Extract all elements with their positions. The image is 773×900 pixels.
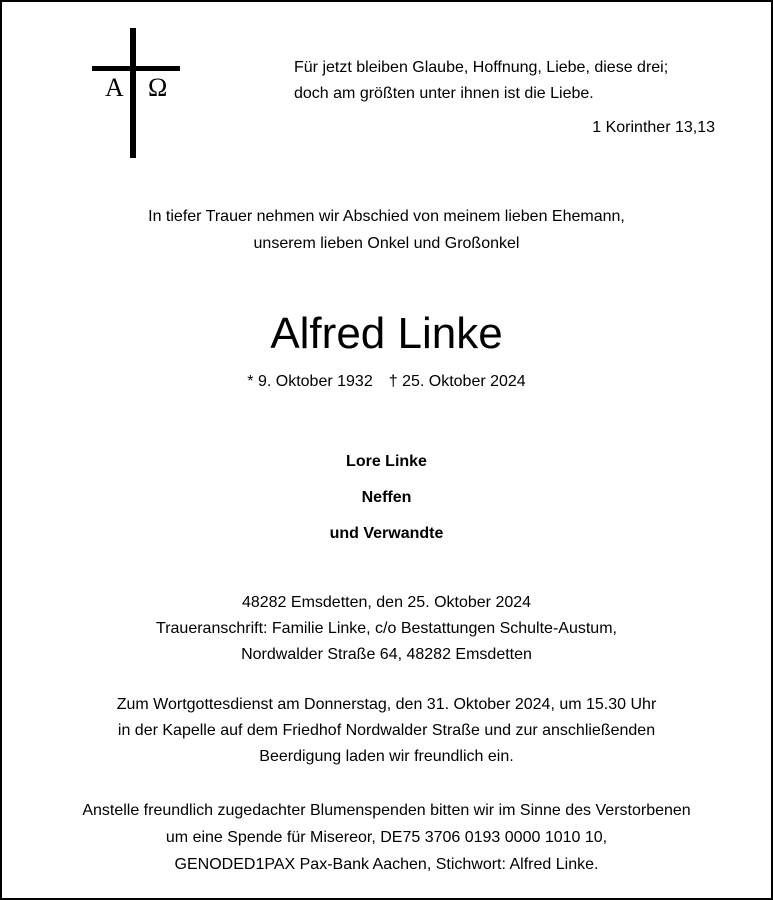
deceased-name: Alfred Linke — [270, 309, 503, 358]
intro-line: In tiefer Trauer nehmen wir Abschied von meinem lieben Ehemann, — [148, 208, 625, 225]
mourner: Lore Linke — [346, 453, 427, 470]
service-line: Zum Wortgottesdienst am Donnerstag, den 31. Oktober 2024, um 15.30 Uhr — [116, 696, 657, 713]
birth-date: * 9. Oktober 1932 — [247, 373, 373, 390]
quote-reference: 1 Korinther 13,13 — [592, 119, 715, 136]
mourners-list — [0, 444, 773, 552]
mourner: Neffen — [361, 489, 412, 506]
place-line: Nordwalder Straße 64, 48282 Emsdetten — [241, 646, 532, 663]
place-line: 48282 Emsdetten, den 25. Oktober 2024 — [241, 594, 532, 611]
donation-line: GENODED1PAX Pax-Bank Aachen, Stichwort: Alfred Linke. — [174, 856, 599, 873]
intro-text — [0, 203, 773, 257]
cross-alpha-omega-icon — [92, 28, 188, 160]
death-date: † 25. Oktober 2024 — [388, 373, 526, 390]
alpha-letter: A — [105, 73, 124, 102]
cross-svg — [92, 28, 188, 160]
cross-vertical-bar — [130, 28, 136, 158]
cross-horizontal-bar — [92, 66, 180, 71]
service-line: in der Kapelle auf dem Friedhof Nordwalder Straße und zur anschließenden — [117, 722, 656, 739]
donation-line: um eine Spende für Misereor, DE75 3706 0193 0000 1010 10, — [165, 829, 608, 846]
bible-quote — [294, 55, 724, 107]
place-line: Traueranschrift: Familie Linke, c/o Bestattungen Schulte-Austum, — [156, 620, 617, 637]
service-info — [0, 692, 773, 770]
donation-info — [0, 797, 773, 878]
place-and-address — [0, 590, 773, 668]
service-line: Beerdigung laden wir freundlich ein. — [259, 748, 514, 765]
omega-letter: Ω — [148, 73, 168, 102]
life-dates — [0, 371, 773, 393]
mourner: und Verwandte — [329, 525, 444, 542]
donation-line: Anstelle freundlich zugedachter Blumenspenden bitten wir im Sinne des Verstorbenen — [82, 802, 691, 819]
intro-line: unserem lieben Onkel und Großonkel — [253, 235, 520, 252]
quote-line: Für jetzt bleiben Glaube, Hoffnung, Liebe, diese drei; — [294, 59, 669, 76]
quote-line: doch am größten unter ihnen ist die Liebe. — [294, 85, 594, 102]
